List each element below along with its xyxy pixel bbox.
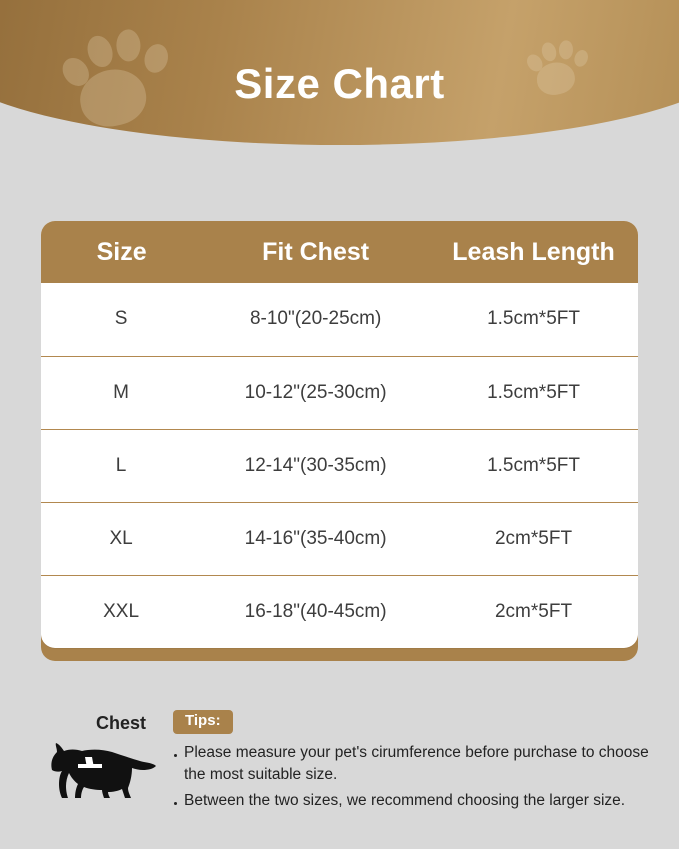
bottom-section	[0, 690, 679, 849]
column-header-leash-length: Leash Length	[429, 221, 638, 283]
table-row	[41, 429, 638, 502]
cell-leash-length: 2cm*5FT	[429, 502, 638, 575]
cell-fit-chest: 14-16"(35-40cm)	[202, 502, 429, 575]
cell-fit-chest: 10-12"(25-30cm)	[202, 356, 429, 429]
cell-leash-length: 1.5cm*5FT	[429, 356, 638, 429]
header-banner	[0, 0, 679, 160]
cell-leash-length: 1.5cm*5FT	[429, 429, 638, 502]
table-row	[41, 356, 638, 429]
cell-fit-chest: 12-14"(30-35cm)	[202, 429, 429, 502]
cell-leash-length: 2cm*5FT	[494, 600, 573, 622]
tips-list	[174, 742, 654, 816]
tip-item: Please measure your pet's cirumference before purchase to choose the most suitable size.	[174, 742, 654, 786]
tip-item: Between the two sizes, we recommend choosing the larger size.	[174, 790, 654, 812]
cat-with-harness-silhouette	[40, 740, 158, 802]
chest-measure-label: Chest	[95, 713, 146, 733]
column-header-fit-chest: Fit Chest	[202, 221, 429, 283]
table-body	[41, 283, 638, 648]
cell-leash-length: 1.5cm*5FT	[429, 283, 638, 356]
column-header-size: Size	[41, 221, 202, 283]
cell-size: XL	[41, 502, 202, 575]
cell-size: XXL	[103, 600, 140, 622]
table-row	[41, 502, 638, 575]
cell-fit-chest: 8-10"(20-25cm)	[202, 283, 429, 356]
cell-size: S	[41, 283, 202, 356]
cell-size: L	[41, 429, 202, 502]
table-row	[41, 575, 638, 648]
cell-fit-chest: 16-18"(40-45cm)	[244, 600, 387, 622]
size-table	[41, 221, 638, 648]
size-table-card	[41, 221, 638, 648]
page-title: Size Chart	[234, 60, 445, 107]
cell-size: M	[41, 356, 202, 429]
table-row	[41, 283, 638, 356]
table-header-row	[41, 221, 638, 283]
table-header	[41, 221, 638, 283]
tips-badge: Tips:	[173, 710, 233, 734]
